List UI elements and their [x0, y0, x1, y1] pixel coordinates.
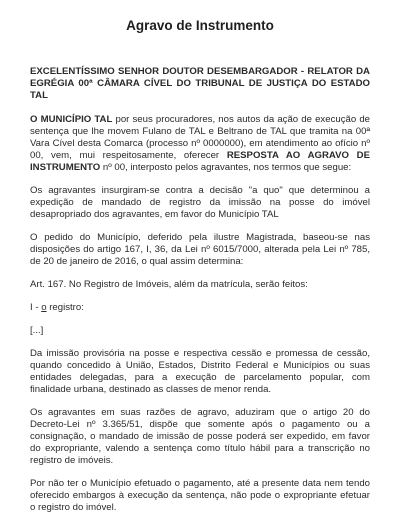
intro-text-1: por seus procuradores, nos autos da ação de execução de sentença que lhe movem Fulano de TAL e Beltrano de TAL que tramita na 00ª Vara Cível desta Comarca (processo nº 0000000), em atendimento ao ofício nº 00, vem, mui respeitosamente, oferecer: [30, 114, 370, 161]
document-body: [30, 66, 370, 525]
item-underlined: o: [41, 302, 47, 313]
item-prefix: I -: [30, 302, 42, 313]
paragraph-conclusion: Por não ter o Município efetuado o pagamento, até a presente data nem tendo oferecido embargos à execução da sentença, não pode o expropriante efetuar o registro do imóvel.: [30, 478, 370, 513]
paragraph-appellants-reasons: Os agravantes em suas razões de agravo, aduziram que o artigo 20 do Decreto-Lei nº 3.365/51, dispõe que somente após o pagamento ou a consignação, o mandado de imissão de posse poderá ser expedido, em favor do expropriante, valendo a sentença como título hábil para a transcrição no registro de imóveis.: [30, 407, 370, 466]
article-quote: Art. 167. No Registro de Imóveis, além da matrícula, serão feitos:: [30, 279, 308, 290]
paragraph-intro: [30, 114, 370, 174]
paragraph-request: O pedido do Município, deferido pela ilustre Magistrada, baseou-se nas disposições do artigo 167, I, 36, da Lei nº 6015/7000, alterada pela Lei nº 785, de 20 de janeiro de 2016, o qual assim determina:: [30, 232, 370, 267]
response-heading: RESPOSTA AO AGRAVO DE INSTRUMENTO: [30, 150, 371, 173]
item-suffix: registro:: [46, 302, 84, 313]
article-item: [30, 302, 370, 314]
salutation: EXCELENTÍSSIMO SENHOR DOUTOR DESEMBARGADOR - RELATOR DA EGRÉGIA 00ª CÂMARA CÍVEL DO TRIBUNAL DE JUSTIÇA DO ESTADO TAL: [30, 66, 370, 101]
municipality-name: O MUNICÍPIO TAL: [30, 114, 113, 125]
intro-text-2: nº 00, interposto pelos agravantes, nos termos que segue:: [100, 162, 352, 173]
paragraph-provisional-possession: Da imissão provisória na posse e respectiva cessão e promessa de cessão, quando concedido à União, Estados, Distrito Federal e Municípios ou suas entidades delegadas, para a execução de parcelamento popular, com finalidade urbana, destinado as classes de menor renda.: [30, 348, 370, 395]
document-title: Agravo de Instrumento: [126, 18, 274, 33]
ellipsis: [...]: [30, 325, 44, 336]
paragraph-decision: Os agravantes insurgiram-se contra a decisão "a quo" que determinou a expedição de mandado de registro da imissão na posse do imóvel desapropriado dos agravantes, em favor do Município TAL: [30, 185, 370, 220]
